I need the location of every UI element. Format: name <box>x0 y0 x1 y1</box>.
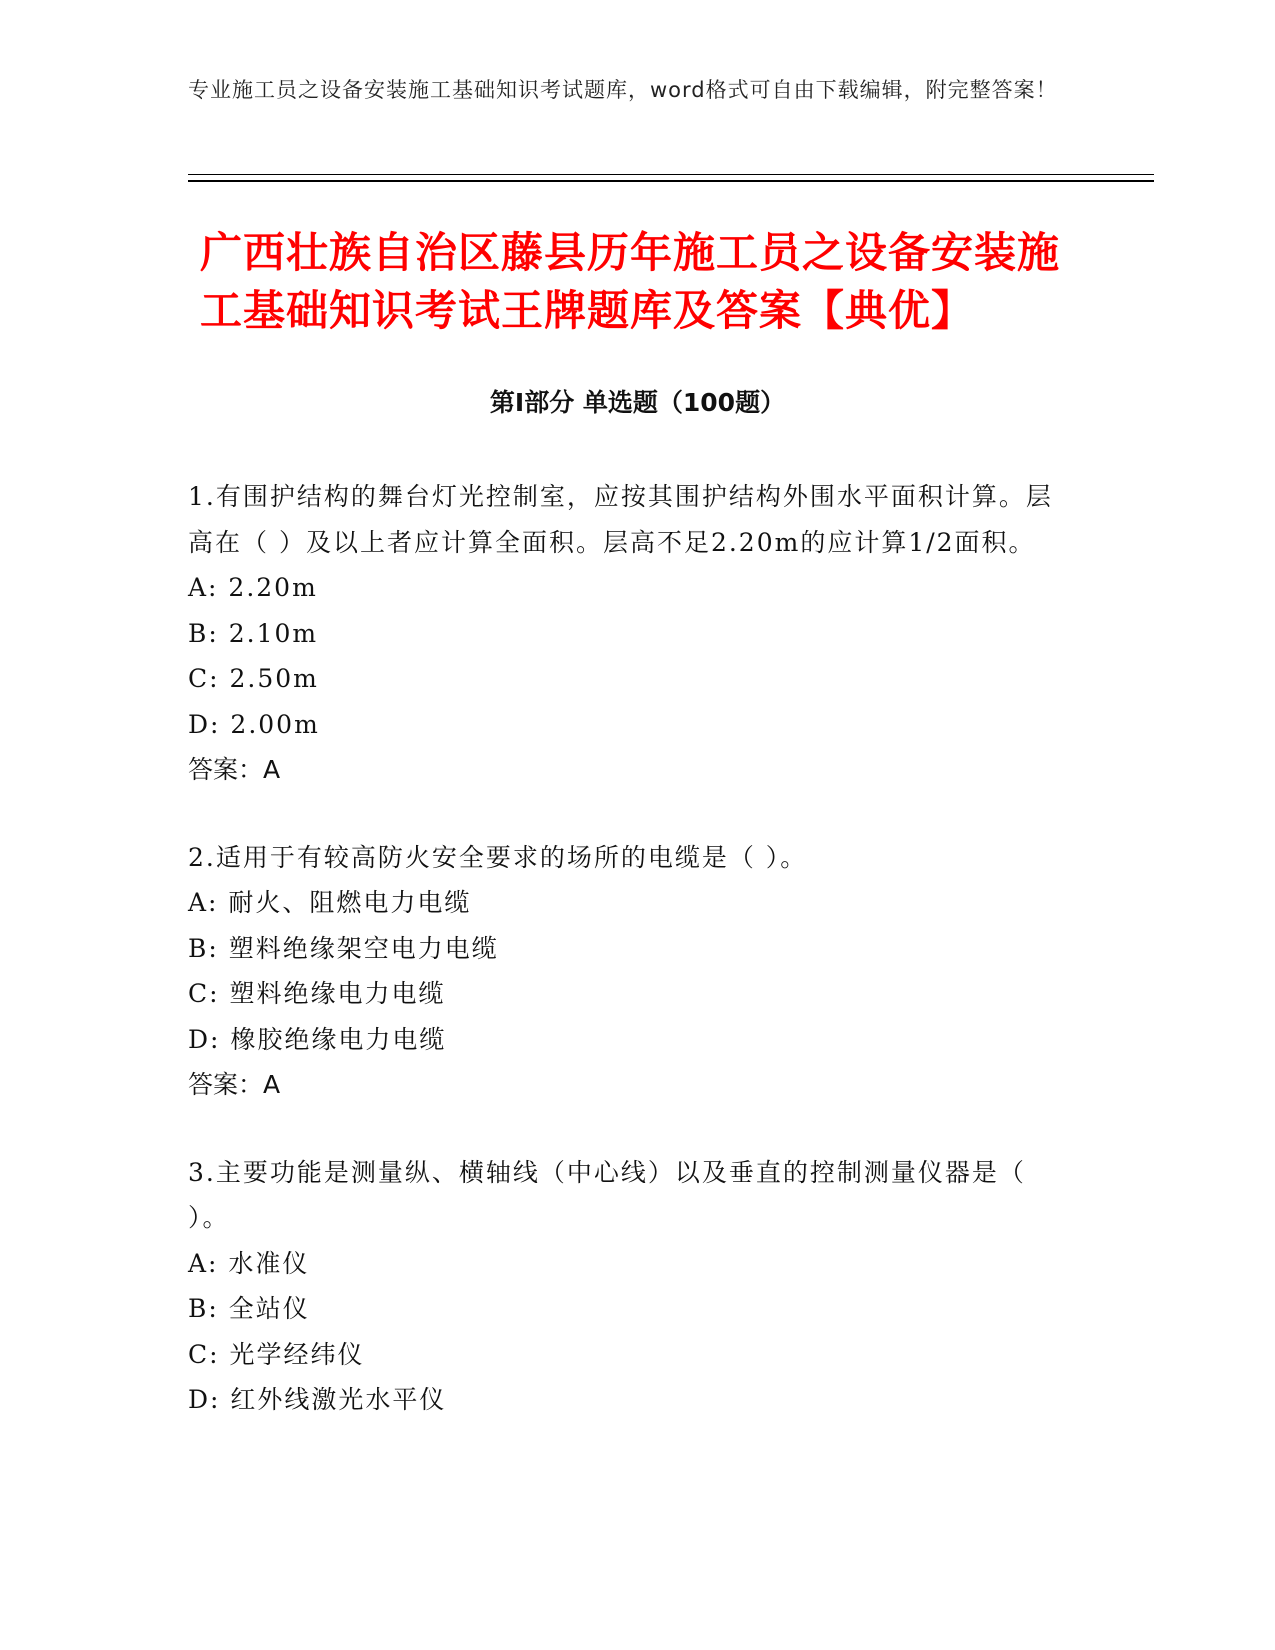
answer-value: A <box>263 1070 281 1099</box>
option-c: C: 光学经纬仪 <box>188 1339 365 1369</box>
option-c: C: 塑料绝缘电力电缆 <box>188 979 446 1008</box>
header-note: 专业施工员之设备安装施工基础知识考试题库，word格式可自由下载编辑，附完整答案！ <box>188 78 1058 102</box>
option-c: C: 2.50m <box>188 664 319 693</box>
question-list <box>188 474 1068 1465</box>
option-b: B: 塑料绝缘架空电力电缆 <box>188 933 499 963</box>
answer-label: 答案： <box>188 755 264 784</box>
answer-line <box>188 1062 1068 1108</box>
option-d: D: 红外线激光水平仪 <box>188 1385 447 1414</box>
answer-value: A <box>263 755 281 784</box>
option-b: B: 2.10m <box>188 618 319 648</box>
question-stem: 3.主要功能是测量纵、横轴线（中心线）以及垂直的控制测量仪器是（ ）。 <box>188 1157 1026 1232</box>
header-divider-thin <box>188 174 1154 175</box>
option-a: A: 水准仪 <box>188 1248 310 1278</box>
option-d: D: 橡胶绝缘电力电缆 <box>188 1024 447 1054</box>
question-2 <box>188 835 1068 1108</box>
option-b: B: 全站仪 <box>188 1294 310 1323</box>
answer-line <box>188 747 1068 793</box>
answer-label: 答案： <box>188 1070 264 1099</box>
option-d: D: 2.00m <box>188 709 320 739</box>
option-a: A: 2.20m <box>188 573 318 602</box>
document-title: 广西壮族自治区藤县历年施工员之设备安装施工基础知识考试王牌题库及答案【典优】 <box>200 228 1061 335</box>
question-3 <box>188 1150 1068 1423</box>
option-a: A: 耐火、阻燃电力电缆 <box>188 888 472 917</box>
question-1 <box>188 474 1068 793</box>
question-stem: 1.有围护结构的舞台灯光控制室，应按其围护结构外围水平面积计算。层高在（ ）及以上者应计算全面积。层高不足2.20m的应计算1/2面积。 <box>188 482 1053 557</box>
question-stem: 2.适用于有较高防火安全要求的场所的电缆是（ ）。 <box>188 842 808 872</box>
header-divider-thick <box>188 180 1154 182</box>
section-heading: 第Ⅰ部分 单选题（100题） <box>489 388 786 417</box>
